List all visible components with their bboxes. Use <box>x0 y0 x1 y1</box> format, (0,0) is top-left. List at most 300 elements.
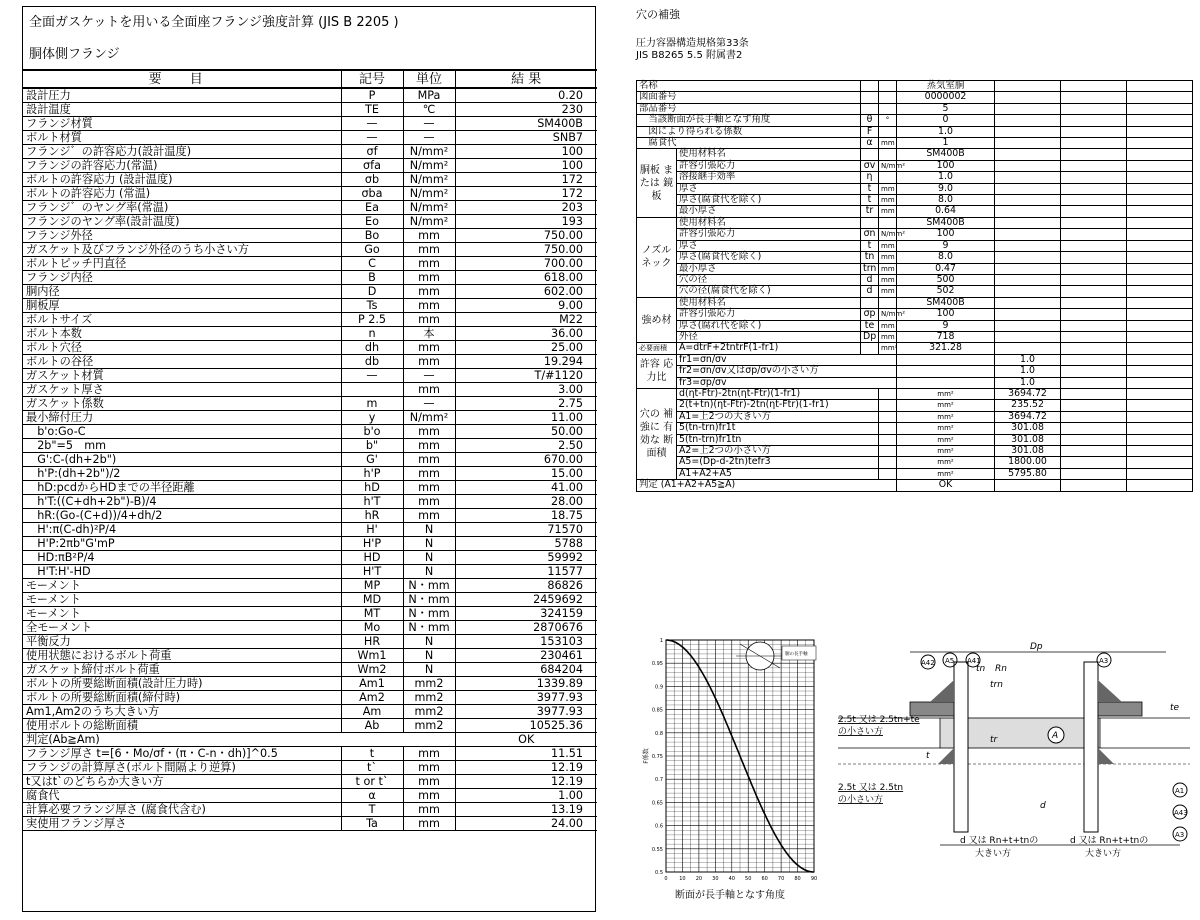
blank-cell <box>995 274 1061 285</box>
label: 厚さ <box>677 183 861 194</box>
unit: mm <box>403 803 455 817</box>
symbol: σn <box>861 229 879 240</box>
x-tick-label: 10 <box>679 876 686 882</box>
unit <box>879 297 897 308</box>
value: 9.0 <box>897 183 995 194</box>
result: 618.00 <box>455 271 597 285</box>
formula: fr2=σn/σv又はσp/σvの小さい方 <box>677 366 897 377</box>
area-label: 穴の 補強に 有効な 断面積 <box>637 388 677 479</box>
table-row <box>23 327 597 341</box>
value: 100 <box>897 229 995 240</box>
blank-cell <box>995 480 1061 491</box>
unit: N/mm² <box>403 187 455 201</box>
item-label: モーメント <box>23 593 341 607</box>
t-label: t <box>926 751 930 761</box>
blank-cell <box>879 457 897 468</box>
y-tick-label: 0.9 <box>655 684 663 691</box>
symbol: Wm2 <box>341 663 403 677</box>
blank-cell <box>995 263 1061 274</box>
symbol: h'T <box>341 495 403 509</box>
table-row <box>637 388 1193 399</box>
unit: mm <box>403 775 455 789</box>
symbol: t <box>861 183 879 194</box>
x-tick-label: 20 <box>695 876 703 882</box>
table-row <box>23 537 597 551</box>
table-row <box>637 320 1193 331</box>
result: 2870676 <box>455 621 597 635</box>
value: 301.08 <box>995 446 1061 457</box>
table-row <box>637 263 1193 274</box>
y-tick-label: 0.55 <box>651 846 663 853</box>
table-row <box>637 366 1193 377</box>
table-row <box>23 747 597 761</box>
blank-cell <box>1061 468 1127 479</box>
result: 71570 <box>455 523 597 537</box>
result: 59992 <box>455 551 597 565</box>
symbol: σp <box>861 309 879 320</box>
unit: N <box>403 551 455 565</box>
unit: ° <box>879 115 897 126</box>
unit: N/mm² <box>879 309 897 320</box>
item-label: 平衡反力 <box>23 635 341 649</box>
label: 腐食代 <box>637 138 861 149</box>
blank-cell <box>995 160 1061 171</box>
symbol: H' <box>341 523 403 537</box>
symbol: b" <box>341 439 403 453</box>
unit: mm <box>403 761 455 775</box>
value: 0.64 <box>897 206 995 217</box>
table-row <box>637 411 1193 422</box>
symbol: db <box>341 355 403 369</box>
judge-label: 判定 (A1+A2+A5≧A) <box>637 480 897 491</box>
item-label: 使用状態におけるボルト荷重 <box>23 649 341 663</box>
unit: — <box>403 369 455 383</box>
table-row <box>637 126 1193 137</box>
table-row <box>637 149 1193 160</box>
item-label: フランジ゛のヤング率(常温) <box>23 201 341 215</box>
unit: mm <box>403 229 455 243</box>
unit: N <box>403 649 455 663</box>
symbol: Wm1 <box>341 649 403 663</box>
result: 2.75 <box>455 397 597 411</box>
note-2: 2.5t 又は 2.5tn <box>838 783 904 793</box>
item-label: H'P:2πb"G'mP <box>23 537 341 551</box>
blank-cell <box>1127 81 1193 92</box>
blank-cell <box>995 183 1061 194</box>
value: 8.0 <box>897 195 995 206</box>
label: 図面番号 <box>637 92 861 103</box>
item-label: t又はt`のどちらか大きい方 <box>23 775 341 789</box>
unit: mm <box>403 243 455 257</box>
table-row <box>23 579 597 593</box>
formula: 2(t+tn)(ηt-Ftr)-2tn(ηt-Ftr)(1-fr1) <box>677 400 879 411</box>
table-row <box>23 453 597 467</box>
item-label: H'T:H'-HD <box>23 565 341 579</box>
blank-cell <box>1061 446 1127 457</box>
blank-cell <box>1061 92 1127 103</box>
unit: mm <box>403 481 455 495</box>
table-row <box>23 397 597 411</box>
note-4: d 又は Rn+t+tnの <box>1070 836 1149 846</box>
tn-label: tn <box>976 664 986 674</box>
table-row <box>637 377 1193 388</box>
value: 1 <box>897 138 995 149</box>
table-row <box>637 423 1193 434</box>
a-label: A <box>1052 731 1059 741</box>
item-label: 使用ボルトの総断面積 <box>23 719 341 733</box>
symbol: η <box>861 172 879 183</box>
blank-cell <box>1061 309 1127 320</box>
symbol: trn <box>861 263 879 274</box>
unit: mm <box>403 355 455 369</box>
blank-cell <box>1127 366 1193 377</box>
formula: 5(tn-trn)fr1t <box>677 423 879 434</box>
symbol: Ts <box>341 299 403 313</box>
value: 0000002 <box>897 92 995 103</box>
blank-cell <box>995 172 1061 183</box>
unit: N/mm² <box>403 215 455 229</box>
unit: mm <box>403 789 455 803</box>
unit: mm <box>403 271 455 285</box>
blank-cell <box>1127 263 1193 274</box>
symbol: Am2 <box>341 691 403 705</box>
result: M22 <box>455 313 597 327</box>
formula: fr3=σp/σv <box>677 377 897 388</box>
ratio-label: 許容 応力比 <box>637 354 677 388</box>
header-cell: 結 果 <box>455 70 597 88</box>
symbol: t or t` <box>341 775 403 789</box>
label: 厚さ(腐食代を除く) <box>677 195 861 206</box>
item-label: ボルト材質 <box>23 131 341 145</box>
y-tick-label: 1 <box>659 638 663 644</box>
label: 図により得られる係数 <box>637 126 861 137</box>
table-row <box>637 400 1193 411</box>
unit: mm2 <box>403 691 455 705</box>
unit: N・mm <box>403 607 455 621</box>
group-label: ノズル ネック <box>637 217 677 297</box>
symbol: b'o <box>341 425 403 439</box>
value: SM400B <box>897 217 995 228</box>
blank-cell <box>1127 468 1193 479</box>
blank-cell <box>1061 149 1127 160</box>
table-row <box>637 183 1193 194</box>
unit <box>897 366 995 377</box>
result: 203 <box>455 201 597 215</box>
y-tick-label: 0.95 <box>651 661 663 668</box>
symbol: Ta <box>341 817 403 831</box>
unit: ℃ <box>403 103 455 117</box>
blank-cell <box>995 195 1061 206</box>
unit: mm <box>403 439 455 453</box>
tr-label: tr <box>990 735 998 745</box>
blank-cell <box>1127 423 1193 434</box>
unit: MPa <box>403 88 455 103</box>
reference-1: 圧力容器構造規格第33条 <box>636 38 749 49</box>
symbol: α <box>861 138 879 149</box>
blank-cell <box>995 240 1061 251</box>
sheet-subtitle: 胴体側フランジ <box>29 47 120 62</box>
blank-cell <box>1061 183 1127 194</box>
group-label: 胴板 または 鏡板 <box>637 149 677 217</box>
label: 使用材料名 <box>677 297 861 308</box>
item-label: ボルトの許容応力 (常温) <box>23 187 341 201</box>
table-row <box>637 240 1193 251</box>
unit: 本 <box>403 327 455 341</box>
formula: 5(tn-trn)fr1tn <box>677 434 879 445</box>
table-row <box>23 411 597 425</box>
symbol: hR <box>341 509 403 523</box>
chart-svg <box>640 632 820 904</box>
table-row <box>23 271 597 285</box>
unit: mm <box>403 817 455 831</box>
table-row <box>23 383 597 397</box>
value: 1.0 <box>995 354 1061 365</box>
table-row <box>637 457 1193 468</box>
unit: mm2 <box>403 719 455 733</box>
item-label: ガスケット及びフランジ外径のうち小さい方 <box>23 243 341 257</box>
unit <box>879 172 897 183</box>
formula: A5=(Dp-d-2tn)tefr3 <box>677 457 879 468</box>
table-row <box>23 719 597 733</box>
blank-cell <box>1061 457 1127 468</box>
blank-cell <box>995 126 1061 137</box>
value: 9 <box>897 320 995 331</box>
symbol: Ea <box>341 201 403 215</box>
label: 溶接継手効率 <box>677 172 861 183</box>
result: 100 <box>455 145 597 159</box>
diagram-svg <box>830 640 1196 870</box>
blank-cell <box>1061 252 1127 263</box>
blank-cell <box>1061 400 1127 411</box>
result: 9.00 <box>455 299 597 313</box>
symbol: t` <box>341 761 403 775</box>
x-tick-label: 50 <box>745 876 752 882</box>
x-tick-label: 60 <box>761 876 768 882</box>
unit: mm <box>879 263 897 274</box>
blank-cell <box>879 434 897 445</box>
unit: N <box>403 635 455 649</box>
table-row <box>637 172 1193 183</box>
table-row <box>23 299 597 313</box>
label: 最小厚さ <box>677 263 861 274</box>
a3-label: A3 <box>1175 831 1185 839</box>
item-label: ボルト本数 <box>23 327 341 341</box>
y-axis-label: F係数 <box>643 748 650 764</box>
blank-cell <box>1061 172 1127 183</box>
result: 750.00 <box>455 243 597 257</box>
table-row <box>23 803 597 817</box>
blank-cell <box>1061 434 1127 445</box>
a42-label: A42 <box>921 659 935 667</box>
x-tick-label: 70 <box>777 876 785 882</box>
header-cell: 要 目 <box>23 70 341 88</box>
req-formula: A=dtrF+2tntrF(1-fr1) <box>677 343 861 354</box>
symbol: MP <box>341 579 403 593</box>
blank-cell <box>1127 160 1193 171</box>
table-row <box>23 285 597 299</box>
unit <box>897 377 995 388</box>
blank-cell <box>1061 263 1127 274</box>
te-label: te <box>1170 703 1180 713</box>
result: 3977.93 <box>455 691 597 705</box>
table-row <box>637 92 1193 103</box>
label: 厚さ(腐れ代を除く) <box>677 320 861 331</box>
table-row <box>637 103 1193 114</box>
blank-cell <box>995 92 1061 103</box>
blank-cell <box>1127 126 1193 137</box>
reinforcement-title: 穴の補強 <box>636 8 680 21</box>
item-label: 全モーメント <box>23 621 341 635</box>
item-label: 腐食代 <box>23 789 341 803</box>
table-row <box>23 131 597 145</box>
label: 厚さ <box>677 240 861 251</box>
blank-cell <box>995 320 1061 331</box>
a1-label: A1 <box>1175 787 1185 795</box>
blank-cell <box>1127 297 1193 308</box>
item-label: フランジ材質 <box>23 117 341 131</box>
header-cell: 単位 <box>403 70 455 88</box>
symbol <box>861 217 879 228</box>
value: 3694.72 <box>995 388 1061 399</box>
value: 1.0 <box>995 366 1061 377</box>
table-row <box>637 446 1193 457</box>
unit: mm² <box>897 388 995 399</box>
blank-cell <box>1127 331 1193 342</box>
result: 193 <box>455 215 597 229</box>
table-row <box>23 481 597 495</box>
blank-cell <box>995 206 1061 217</box>
symbol <box>861 92 879 103</box>
item-label: 計算必要フランジ厚さ (腐食代含む) <box>23 803 341 817</box>
blank-cell <box>1127 229 1193 240</box>
unit: N/mm² <box>403 173 455 187</box>
result: 3977.93 <box>455 705 597 719</box>
symbol <box>861 103 879 114</box>
result: 172 <box>455 173 597 187</box>
unit: mm² <box>897 434 995 445</box>
blank-cell <box>1127 240 1193 251</box>
blank-cell <box>995 309 1061 320</box>
unit: mm <box>879 195 897 206</box>
unit <box>879 103 897 114</box>
result: 230 <box>455 103 597 117</box>
header-cell: 記号 <box>341 70 403 88</box>
value: 500 <box>897 274 995 285</box>
symbol: Am <box>341 705 403 719</box>
unit: N <box>403 663 455 677</box>
value: 5 <box>897 103 995 114</box>
blank-cell <box>995 138 1061 149</box>
unit: mm2 <box>403 677 455 691</box>
value: 301.08 <box>995 423 1061 434</box>
judge-row <box>23 733 597 747</box>
label: 許容引張応力 <box>677 160 861 171</box>
label: 穴の径 <box>677 274 861 285</box>
symbol: α <box>341 789 403 803</box>
table-row <box>23 705 597 719</box>
blank-cell <box>1061 81 1127 92</box>
symbol: P 2.5 <box>341 313 403 327</box>
blank-cell <box>1127 343 1193 354</box>
symbol: H'P <box>341 537 403 551</box>
blank-cell <box>995 297 1061 308</box>
group-label: 強め材 <box>637 297 677 343</box>
unit: N <box>403 537 455 551</box>
unit: mm <box>403 257 455 271</box>
value: 8.0 <box>897 252 995 263</box>
symbol <box>861 297 879 308</box>
unit <box>879 149 897 160</box>
table-row <box>23 145 597 159</box>
blank-cell <box>1061 160 1127 171</box>
label: 最小厚さ <box>677 206 861 217</box>
result: 0.20 <box>455 88 597 103</box>
symbol: T <box>341 803 403 817</box>
x-tick-label: 90 <box>810 876 818 882</box>
unit: mm <box>403 453 455 467</box>
unit: N/mm² <box>403 411 455 425</box>
table-row <box>637 297 1193 308</box>
value: SM400B <box>897 149 995 160</box>
symbol: σv <box>861 160 879 171</box>
symbol: HR <box>341 635 403 649</box>
result: 18.75 <box>455 509 597 523</box>
table-row <box>23 761 597 775</box>
table-row <box>23 439 597 453</box>
result: 28.00 <box>455 495 597 509</box>
item-label: hD:pcdからHDまでの半径距離 <box>23 481 341 495</box>
table-row <box>23 523 597 537</box>
table-row <box>637 434 1193 445</box>
blank-cell <box>1127 388 1193 399</box>
blank-cell <box>995 343 1061 354</box>
item-label: ボルト穴径 <box>23 341 341 355</box>
x-tick-label: 40 <box>728 876 735 882</box>
table-row <box>23 355 597 369</box>
table-row <box>23 369 597 383</box>
item-label: HD:πB²P/4 <box>23 551 341 565</box>
note-3b: 大きい方 <box>975 849 1012 859</box>
table-row <box>23 607 597 621</box>
unit: N・mm <box>403 621 455 635</box>
result: 11.00 <box>455 411 597 425</box>
item-label: フランジのヤング率(設計温度) <box>23 215 341 229</box>
result: 25.00 <box>455 341 597 355</box>
y-tick-label: 0.5 <box>655 870 663 876</box>
symbol: — <box>341 131 403 145</box>
unit: mm <box>879 320 897 331</box>
value: 3694.72 <box>995 411 1061 422</box>
flange-calc-sheet <box>22 6 596 912</box>
note-4b: 大きい方 <box>1085 849 1122 859</box>
item-label: ボルトの谷径 <box>23 355 341 369</box>
value: 蒸気室胴 <box>897 81 995 92</box>
blank-cell <box>1061 411 1127 422</box>
symbol: MT <box>341 607 403 621</box>
note-1: 2.5t 又は 2.5tn+te <box>838 715 920 725</box>
symbol: d <box>861 286 879 297</box>
value: 0 <box>897 115 995 126</box>
unit: mm <box>403 495 455 509</box>
symbol: h'P <box>341 467 403 481</box>
blank-cell <box>1061 423 1127 434</box>
label: 穴の径(腐食代を除く) <box>677 286 861 297</box>
unit: mm <box>403 285 455 299</box>
table-row <box>637 195 1193 206</box>
table-row <box>637 354 1193 365</box>
item-label: ボルトの所要総断面積(設計圧力時) <box>23 677 341 691</box>
x-axis-label: 断面が長手軸となす角度 <box>675 890 785 901</box>
